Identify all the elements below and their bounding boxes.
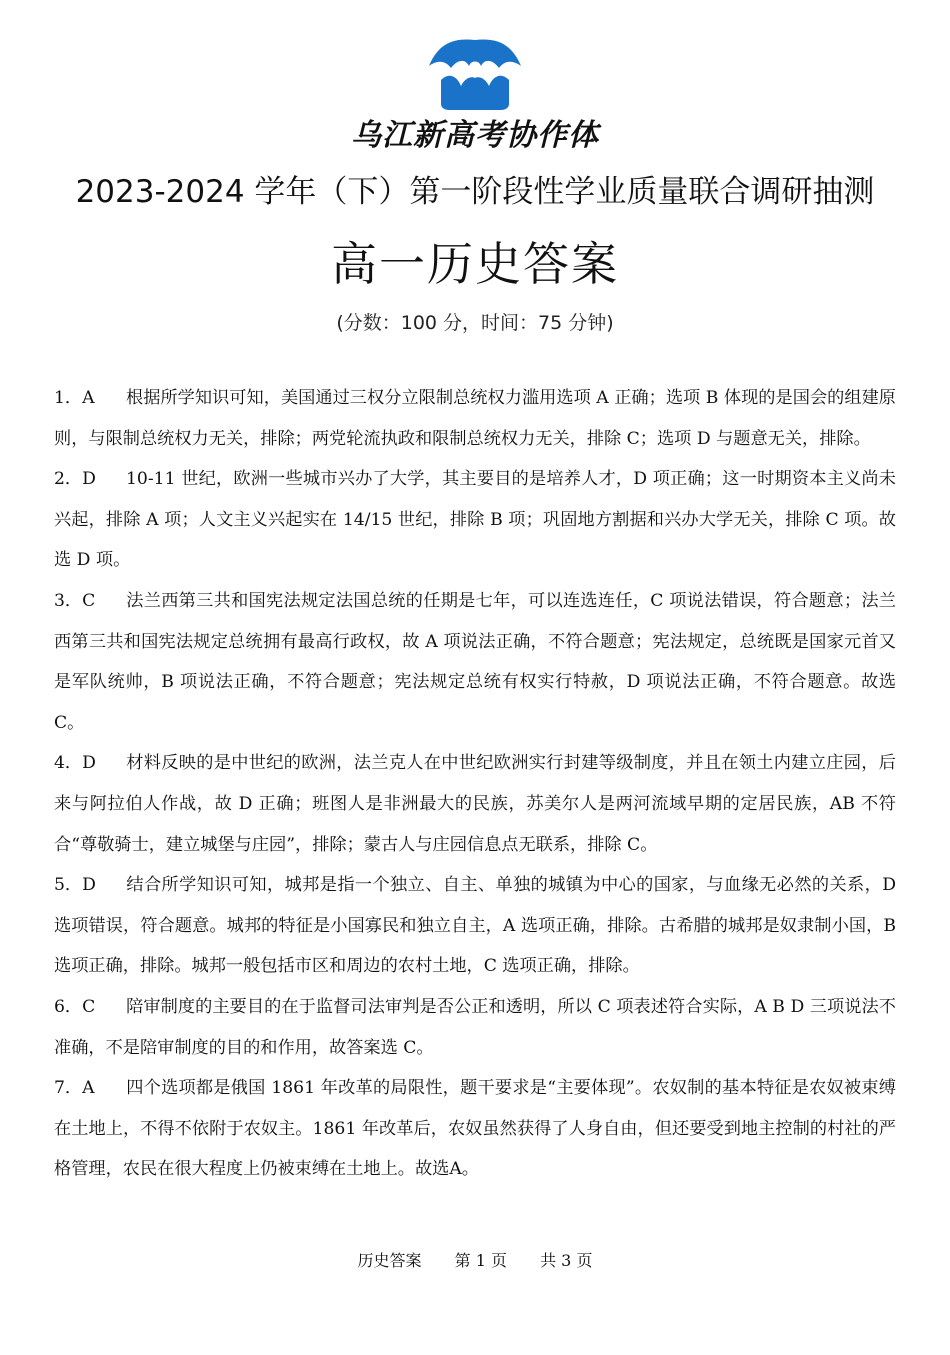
answer-item: [54, 378, 896, 459]
answer-explanation: 陪审制度的主要目的在于监督司法审判是否公正和透明，所以 C 项表述符合实际，A B D 三项说法不准确，不是陪审制度的目的和作用，故答案选 C。: [54, 996, 896, 1058]
answer-item: [54, 459, 896, 581]
score-time-line: (分数：100 分，时间：75 分钟): [336, 312, 614, 334]
answer-number: 2．D: [54, 469, 96, 490]
logo-wave-shape: [429, 40, 521, 68]
answer-item: [54, 987, 896, 1068]
answer-explanation: 根据所学知识可知，美国通过三权分立限制总统权力滥用选项 A 正确；选项 B 体现的是国会的组建原则，与限制总统权力无关，排除；两党轮流执政和限制总统权力无关，排除 C；选项 D 与题意无关，排除。: [54, 388, 896, 449]
answer-list: [54, 378, 896, 1190]
answer-number: 6．C: [54, 996, 96, 1017]
answer-explanation: 法兰西第三共和国宪法规定法国总统的任期是七年，可以连选连任，C 项说法错误，符合题意；法兰西第三共和国宪法规定总统拥有最高行政权，故 A 项说法正确，不符合题意；宪法规定，总统既是国家元首又是军队统帅，B 项说法正确，不符合题意；宪法规定总统有权实行特赦，D 项说法正确，不符合题意。故选 C。: [54, 590, 896, 733]
answer-number: 4．D: [54, 753, 96, 774]
answer-item: [54, 743, 896, 865]
answer-item: [54, 865, 896, 987]
footer-total-pages: 共 3 页: [540, 1251, 593, 1270]
footer-subject: 历史答案: [357, 1251, 422, 1270]
document-title: 高一历史答案: [331, 237, 619, 291]
logo: [0, 36, 950, 116]
logo-base-shape: [441, 76, 509, 110]
wave-logo-icon: [425, 36, 525, 112]
answer-number: 1．A: [54, 388, 95, 408]
page-footer: [0, 1248, 950, 1271]
answer-number: 3．C: [54, 590, 96, 611]
answer-item: [54, 581, 896, 743]
answer-number: 5．D: [54, 875, 96, 896]
logo-dot-right: [487, 66, 495, 74]
answer-number: 7．A: [54, 1078, 95, 1099]
logo-dot-left: [455, 66, 463, 74]
answer-explanation: 四个选项都是俄国 1861 年改革的局限性，题干要求是“主要体现”。农奴制的基本特征是农奴被束缚在土地上，不得不依附于农奴主。1861 年改革后，农奴虽然获得了人身自由，但还要受到地主控制的村社的严格管理，农民在很大程度上仍被束缚在土地上。故选A。: [54, 1078, 896, 1180]
footer-page-number: 第 1 页: [454, 1251, 507, 1270]
answer-explanation: 结合所学知识可知，城邦是指一个独立、自主、单独的城镇为中心的国家，与血缘无必然的关系，D 选项错误，符合题意。城邦的特征是小国寡民和独立自主，A 选项正确，排除。古希腊的城邦是奴隶制小国，B 选项正确，排除。城邦一般包括市区和周边的农村土地，C 选项正确，排除。: [54, 875, 896, 977]
exam-title: 2023-2024 学年（下）第一阶段性学业质量联合调研抽测: [75, 174, 875, 210]
logo-text: 乌江新高考协作体: [351, 118, 599, 153]
answer-explanation: 材料反映的是中世纪的欧洲，法兰克人在中世纪欧洲实行封建等级制度，并且在领土内建立庄园，后来与阿拉伯人作战，故 D 正确；班图人是非洲最大的民族，苏美尔人是两河流域早期的定居民族，AB 不符合“尊敬骑士，建立城堡与庄园”，排除；蒙古人与庄园信息点无联系，排除 C。: [54, 753, 896, 855]
answer-explanation: 10-11 世纪，欧洲一些城市兴办了大学，其主要目的是培养人才，D 项正确；这一时期资本主义尚未兴起，排除 A 项；人文主义兴起实在 14/15 世纪，排除 B 项；巩固地方割据和兴办大学无关，排除 C 项。故选 D 项。: [54, 469, 896, 571]
answer-item: [54, 1068, 896, 1190]
